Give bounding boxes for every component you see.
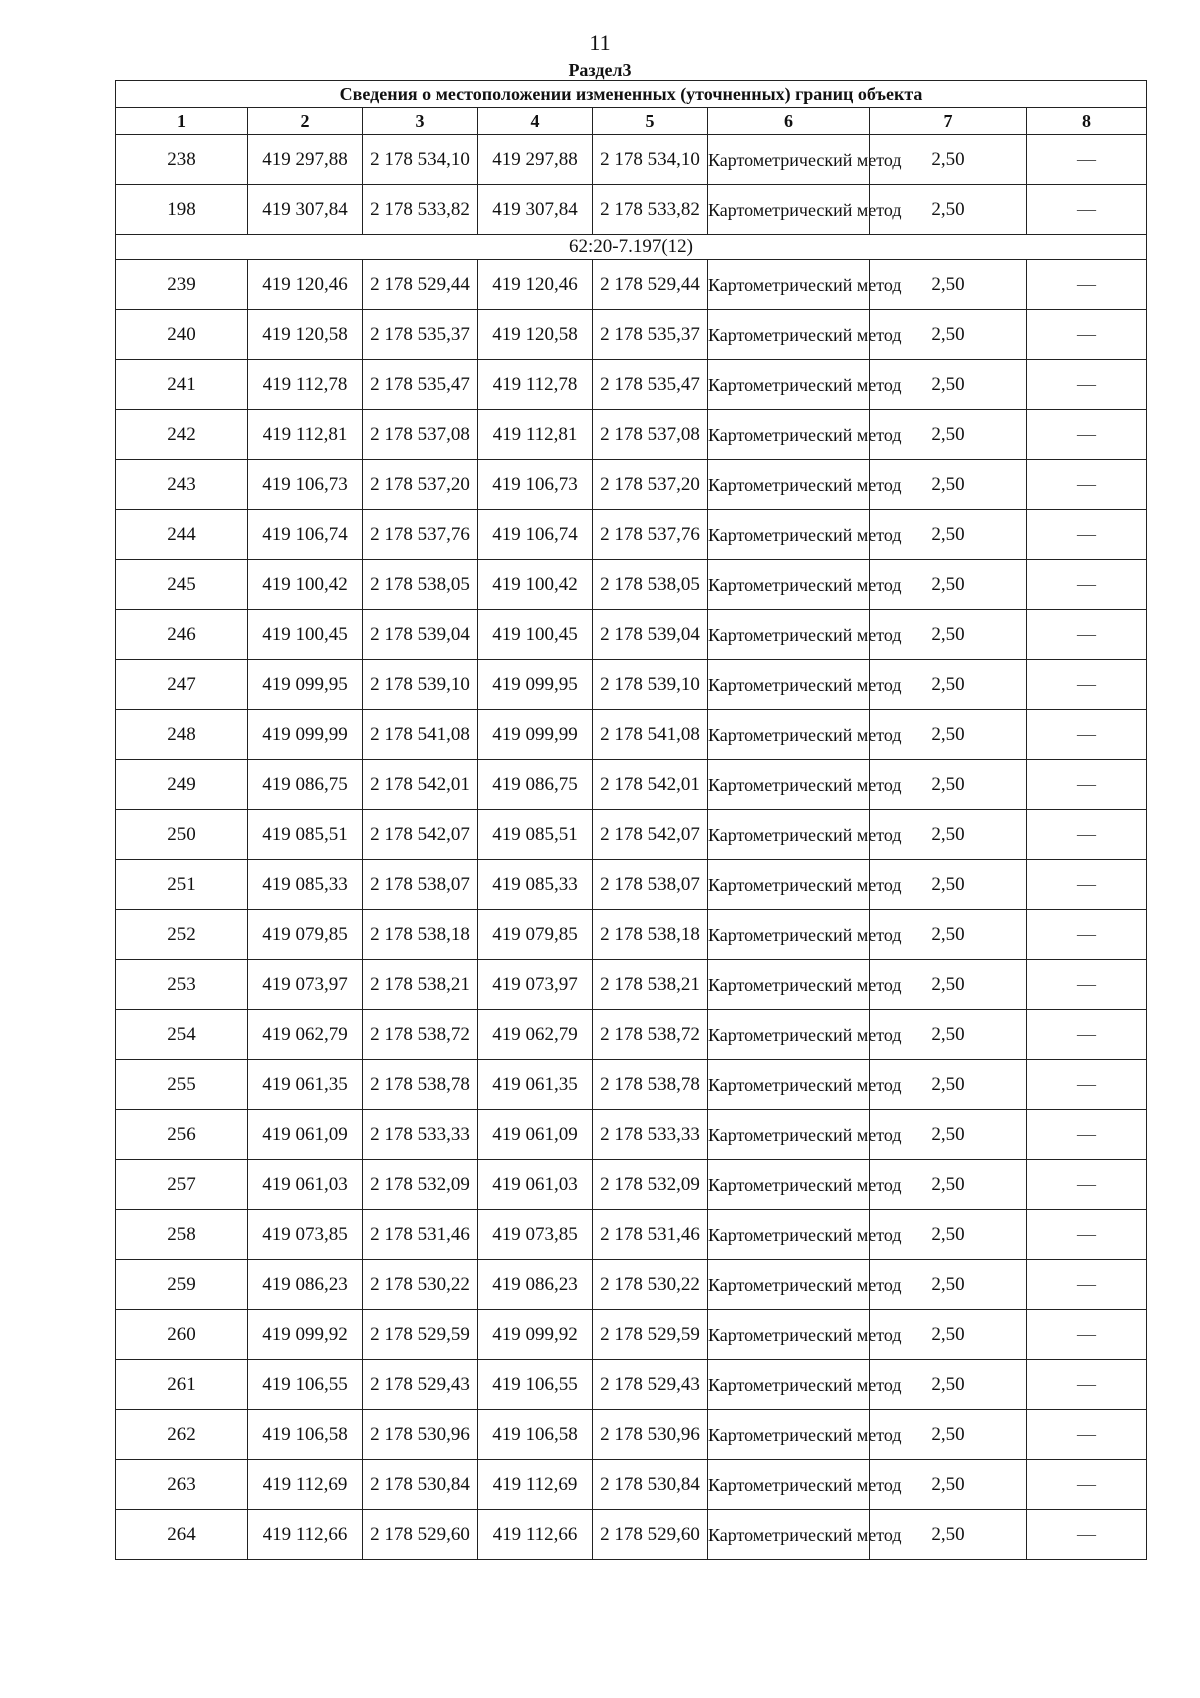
column-header-row — [116, 108, 1147, 135]
accuracy-cell: 2,50 — [870, 1310, 1027, 1360]
x-new-cell: 419 099,99 — [478, 710, 593, 760]
table-row — [116, 185, 1147, 235]
x-old-cell: 419 112,81 — [248, 410, 363, 460]
y-new-cell: 2 178 542,01 — [593, 760, 708, 810]
y-old-cell: 2 178 538,21 — [363, 960, 478, 1010]
y-new-cell: 2 178 537,08 — [593, 410, 708, 460]
note-cell: — — [1027, 1010, 1147, 1060]
accuracy-cell: 2,50 — [870, 560, 1027, 610]
note-cell: — — [1027, 1360, 1147, 1410]
table-row — [116, 1460, 1147, 1510]
accuracy-cell: 2,50 — [870, 1110, 1027, 1160]
x-old-cell: 419 112,78 — [248, 360, 363, 410]
x-old-cell: 419 085,51 — [248, 810, 363, 860]
accuracy-cell: 2,50 — [870, 310, 1027, 360]
x-old-cell: 419 120,46 — [248, 260, 363, 310]
section-label: Раздел3 — [568, 60, 632, 80]
y-old-cell: 2 178 537,08 — [363, 410, 478, 460]
method-cell: Картометрический метод — [708, 310, 870, 360]
column-header: 5 — [593, 108, 708, 135]
accuracy-cell: 2,50 — [870, 410, 1027, 460]
method-cell: Картометрический метод — [708, 1160, 870, 1210]
table-row — [116, 610, 1147, 660]
x-new-cell: 419 112,66 — [478, 1510, 593, 1560]
method-cell: Картометрический метод — [708, 460, 870, 510]
y-new-cell: 2 178 529,44 — [593, 260, 708, 310]
point-number-cell: 261 — [116, 1360, 248, 1410]
y-old-cell: 2 178 532,09 — [363, 1160, 478, 1210]
point-number-cell: 239 — [116, 260, 248, 310]
y-old-cell: 2 178 539,10 — [363, 660, 478, 710]
note-cell: — — [1027, 510, 1147, 560]
accuracy-cell: 2,50 — [870, 1360, 1027, 1410]
method-cell: Картометрический метод — [708, 610, 870, 660]
method-cell: Картометрический метод — [708, 760, 870, 810]
y-old-cell: 2 178 530,96 — [363, 1410, 478, 1460]
point-number-cell: 243 — [116, 460, 248, 510]
note-cell: — — [1027, 1160, 1147, 1210]
table-row — [116, 1510, 1147, 1560]
method-cell: Картометрический метод — [708, 560, 870, 610]
point-number-cell: 248 — [116, 710, 248, 760]
x-new-cell: 419 061,03 — [478, 1160, 593, 1210]
method-cell: Картометрический метод — [708, 910, 870, 960]
x-old-cell: 419 061,03 — [248, 1160, 363, 1210]
table-row — [116, 460, 1147, 510]
y-old-cell: 2 178 537,76 — [363, 510, 478, 560]
y-new-cell: 2 178 539,04 — [593, 610, 708, 660]
method-cell: Картометрический метод — [708, 660, 870, 710]
note-cell: — — [1027, 710, 1147, 760]
accuracy-cell: 2,50 — [870, 1060, 1027, 1110]
method-cell: Картометрический метод — [708, 960, 870, 1010]
y-new-cell: 2 178 529,59 — [593, 1310, 708, 1360]
method-cell: Картометрический метод — [708, 1310, 870, 1360]
x-new-cell: 419 120,46 — [478, 260, 593, 310]
x-old-cell: 419 099,99 — [248, 710, 363, 760]
method-cell: Картометрический метод — [708, 1060, 870, 1110]
y-old-cell: 2 178 529,59 — [363, 1310, 478, 1360]
y-new-cell: 2 178 539,10 — [593, 660, 708, 710]
accuracy-cell: 2,50 — [870, 610, 1027, 660]
column-header: 1 — [116, 108, 248, 135]
note-cell: — — [1027, 910, 1147, 960]
y-new-cell: 2 178 530,96 — [593, 1410, 708, 1460]
y-old-cell: 2 178 538,05 — [363, 560, 478, 610]
y-new-cell: 2 178 529,43 — [593, 1360, 708, 1410]
y-old-cell: 2 178 534,10 — [363, 135, 478, 185]
x-old-cell: 419 061,35 — [248, 1060, 363, 1110]
table-row — [116, 910, 1147, 960]
note-cell: — — [1027, 1310, 1147, 1360]
x-old-cell: 419 112,66 — [248, 1510, 363, 1560]
point-number-cell: 262 — [116, 1410, 248, 1460]
column-header: 8 — [1027, 108, 1147, 135]
accuracy-cell: 2,50 — [870, 1260, 1027, 1310]
accuracy-cell: 2,50 — [870, 910, 1027, 960]
table-row — [116, 410, 1147, 460]
column-header: 3 — [363, 108, 478, 135]
y-new-cell: 2 178 533,33 — [593, 1110, 708, 1160]
x-new-cell: 419 106,58 — [478, 1410, 593, 1460]
accuracy-cell: 2,50 — [870, 810, 1027, 860]
point-number-cell: 259 — [116, 1260, 248, 1310]
y-old-cell: 2 178 538,78 — [363, 1060, 478, 1110]
point-number-cell: 255 — [116, 1060, 248, 1110]
y-new-cell: 2 178 542,07 — [593, 810, 708, 860]
accuracy-cell: 2,50 — [870, 510, 1027, 560]
point-number-cell: 253 — [116, 960, 248, 1010]
group-row — [116, 235, 1147, 260]
x-new-cell: 419 106,74 — [478, 510, 593, 560]
accuracy-cell: 2,50 — [870, 360, 1027, 410]
x-old-cell: 419 120,58 — [248, 310, 363, 360]
point-number-cell: 247 — [116, 660, 248, 710]
method-cell: Картометрический метод — [708, 1360, 870, 1410]
table-row — [116, 1360, 1147, 1410]
note-cell: — — [1027, 1060, 1147, 1110]
y-new-cell: 2 178 530,22 — [593, 1260, 708, 1310]
accuracy-cell: 2,50 — [870, 460, 1027, 510]
table-row — [116, 1010, 1147, 1060]
point-number-cell: 246 — [116, 610, 248, 660]
y-new-cell: 2 178 535,37 — [593, 310, 708, 360]
y-new-cell: 2 178 535,47 — [593, 360, 708, 410]
table-row — [116, 1310, 1147, 1360]
y-old-cell: 2 178 537,20 — [363, 460, 478, 510]
x-new-cell: 419 297,88 — [478, 135, 593, 185]
y-old-cell: 2 178 529,43 — [363, 1360, 478, 1410]
column-header: 4 — [478, 108, 593, 135]
accuracy-cell: 2,50 — [870, 660, 1027, 710]
y-new-cell: 2 178 541,08 — [593, 710, 708, 760]
point-number-cell: 257 — [116, 1160, 248, 1210]
boundary-coordinates-table — [115, 80, 1147, 1560]
accuracy-cell: 2,50 — [870, 1460, 1027, 1510]
x-new-cell: 419 112,78 — [478, 360, 593, 410]
x-new-cell: 419 073,85 — [478, 1210, 593, 1260]
point-number-cell: 249 — [116, 760, 248, 810]
x-old-cell: 419 062,79 — [248, 1010, 363, 1060]
y-old-cell: 2 178 530,84 — [363, 1460, 478, 1510]
x-old-cell: 419 100,45 — [248, 610, 363, 660]
note-cell: — — [1027, 360, 1147, 410]
method-cell: Картометрический метод — [708, 810, 870, 860]
y-new-cell: 2 178 537,76 — [593, 510, 708, 560]
y-old-cell: 2 178 538,07 — [363, 860, 478, 910]
table-row — [116, 1110, 1147, 1160]
x-old-cell: 419 079,85 — [248, 910, 363, 960]
note-cell: — — [1027, 610, 1147, 660]
x-old-cell: 419 106,58 — [248, 1410, 363, 1460]
x-new-cell: 419 085,33 — [478, 860, 593, 910]
x-old-cell: 419 073,85 — [248, 1210, 363, 1260]
table-row — [116, 810, 1147, 860]
table-row — [116, 560, 1147, 610]
x-new-cell: 419 086,23 — [478, 1260, 593, 1310]
accuracy-cell: 2,50 — [870, 1010, 1027, 1060]
table-row — [116, 1060, 1147, 1110]
y-old-cell: 2 178 533,33 — [363, 1110, 478, 1160]
point-number-cell: 242 — [116, 410, 248, 460]
note-cell: — — [1027, 560, 1147, 610]
x-old-cell: 419 073,97 — [248, 960, 363, 1010]
note-cell: — — [1027, 310, 1147, 360]
point-number-cell: 254 — [116, 1010, 248, 1060]
y-old-cell: 2 178 533,82 — [363, 185, 478, 235]
y-old-cell: 2 178 529,60 — [363, 1510, 478, 1560]
page-number: 11 — [589, 30, 611, 55]
point-number-cell: 240 — [116, 310, 248, 360]
x-old-cell: 419 106,73 — [248, 460, 363, 510]
y-old-cell: 2 178 535,37 — [363, 310, 478, 360]
point-number-cell: 260 — [116, 1310, 248, 1360]
y-new-cell: 2 178 531,46 — [593, 1210, 708, 1260]
table-row — [116, 1160, 1147, 1210]
accuracy-cell: 2,50 — [870, 710, 1027, 760]
point-number-cell: 252 — [116, 910, 248, 960]
method-cell: Картометрический метод — [708, 510, 870, 560]
y-new-cell: 2 178 530,84 — [593, 1460, 708, 1510]
method-cell: Картометрический метод — [708, 260, 870, 310]
x-old-cell: 419 085,33 — [248, 860, 363, 910]
note-cell: — — [1027, 660, 1147, 710]
y-new-cell: 2 178 537,20 — [593, 460, 708, 510]
method-cell: Картометрический метод — [708, 185, 870, 235]
point-number-cell: 263 — [116, 1460, 248, 1510]
x-new-cell: 419 061,35 — [478, 1060, 593, 1110]
column-header: 6 — [708, 108, 870, 135]
column-header: 2 — [248, 108, 363, 135]
point-number-cell: 258 — [116, 1210, 248, 1260]
note-cell: — — [1027, 860, 1147, 910]
accuracy-cell: 2,50 — [870, 760, 1027, 810]
table-row — [116, 260, 1147, 310]
note-cell: — — [1027, 1410, 1147, 1460]
table-row — [116, 1260, 1147, 1310]
x-old-cell: 419 297,88 — [248, 135, 363, 185]
point-number-cell: 238 — [116, 135, 248, 185]
note-cell: — — [1027, 410, 1147, 460]
method-cell: Картометрический метод — [708, 410, 870, 460]
x-old-cell: 419 100,42 — [248, 560, 363, 610]
y-old-cell: 2 178 535,47 — [363, 360, 478, 410]
note-cell: — — [1027, 1110, 1147, 1160]
note-cell: — — [1027, 760, 1147, 810]
x-new-cell: 419 073,97 — [478, 960, 593, 1010]
y-old-cell: 2 178 538,18 — [363, 910, 478, 960]
x-old-cell: 419 099,95 — [248, 660, 363, 710]
point-number-cell: 198 — [116, 185, 248, 235]
note-cell: — — [1027, 135, 1147, 185]
y-new-cell: 2 178 538,07 — [593, 860, 708, 910]
x-old-cell: 419 099,92 — [248, 1310, 363, 1360]
x-new-cell: 419 307,84 — [478, 185, 593, 235]
x-old-cell: 419 086,23 — [248, 1260, 363, 1310]
table-row — [116, 710, 1147, 760]
accuracy-cell: 2,50 — [870, 960, 1027, 1010]
point-number-cell: 241 — [116, 360, 248, 410]
note-cell: — — [1027, 1260, 1147, 1310]
point-number-cell: 256 — [116, 1110, 248, 1160]
x-new-cell: 419 079,85 — [478, 910, 593, 960]
note-cell: — — [1027, 460, 1147, 510]
y-old-cell: 2 178 529,44 — [363, 260, 478, 310]
y-new-cell: 2 178 533,82 — [593, 185, 708, 235]
y-new-cell: 2 178 538,21 — [593, 960, 708, 1010]
accuracy-cell: 2,50 — [870, 135, 1027, 185]
table-row — [116, 1210, 1147, 1260]
method-cell: Картометрический метод — [708, 860, 870, 910]
x-new-cell: 419 086,75 — [478, 760, 593, 810]
method-cell: Картометрический метод — [708, 1210, 870, 1260]
y-old-cell: 2 178 531,46 — [363, 1210, 478, 1260]
table-row — [116, 360, 1147, 410]
accuracy-cell: 2,50 — [870, 860, 1027, 910]
point-number-cell: 251 — [116, 860, 248, 910]
x-new-cell: 419 085,51 — [478, 810, 593, 860]
x-old-cell: 419 086,75 — [248, 760, 363, 810]
accuracy-cell: 2,50 — [870, 1160, 1027, 1210]
note-cell: — — [1027, 1460, 1147, 1510]
note-cell: — — [1027, 1210, 1147, 1260]
table-row — [116, 660, 1147, 710]
group-label: 62:20-7.197(12) — [116, 235, 1147, 260]
accuracy-cell: 2,50 — [870, 1510, 1027, 1560]
point-number-cell: 250 — [116, 810, 248, 860]
x-new-cell: 419 099,92 — [478, 1310, 593, 1360]
x-new-cell: 419 106,55 — [478, 1360, 593, 1410]
x-old-cell: 419 112,69 — [248, 1460, 363, 1510]
method-cell: Картометрический метод — [708, 135, 870, 185]
table-row — [116, 510, 1147, 560]
method-cell: Картометрический метод — [708, 1110, 870, 1160]
y-new-cell: 2 178 538,78 — [593, 1060, 708, 1110]
y-old-cell: 2 178 539,04 — [363, 610, 478, 660]
accuracy-cell: 2,50 — [870, 1410, 1027, 1460]
table-row — [116, 860, 1147, 910]
x-old-cell: 419 061,09 — [248, 1110, 363, 1160]
x-new-cell: 419 112,81 — [478, 410, 593, 460]
x-old-cell: 419 307,84 — [248, 185, 363, 235]
table-row — [116, 760, 1147, 810]
y-new-cell: 2 178 538,18 — [593, 910, 708, 960]
y-old-cell: 2 178 542,01 — [363, 760, 478, 810]
method-cell: Картометрический метод — [708, 710, 870, 760]
x-new-cell: 419 112,69 — [478, 1460, 593, 1510]
y-old-cell: 2 178 542,07 — [363, 810, 478, 860]
table-title: Сведения о местоположении измененных (уточненных) границ объекта — [116, 81, 1147, 108]
y-new-cell: 2 178 534,10 — [593, 135, 708, 185]
method-cell: Картометрический метод — [708, 1260, 870, 1310]
point-number-cell: 264 — [116, 1510, 248, 1560]
table-row — [116, 1410, 1147, 1460]
accuracy-cell: 2,50 — [870, 1210, 1027, 1260]
y-new-cell: 2 178 532,09 — [593, 1160, 708, 1210]
point-number-cell: 245 — [116, 560, 248, 610]
table-row — [116, 135, 1147, 185]
note-cell: — — [1027, 960, 1147, 1010]
x-new-cell: 419 106,73 — [478, 460, 593, 510]
x-new-cell: 419 100,42 — [478, 560, 593, 610]
method-cell: Картометрический метод — [708, 1010, 870, 1060]
table-row — [116, 960, 1147, 1010]
accuracy-cell: 2,50 — [870, 185, 1027, 235]
x-new-cell: 419 062,79 — [478, 1010, 593, 1060]
method-cell: Картометрический метод — [708, 1460, 870, 1510]
note-cell: — — [1027, 810, 1147, 860]
x-new-cell: 419 120,58 — [478, 310, 593, 360]
x-new-cell: 419 099,95 — [478, 660, 593, 710]
table-row — [116, 310, 1147, 360]
column-header: 7 — [870, 108, 1027, 135]
y-new-cell: 2 178 538,72 — [593, 1010, 708, 1060]
y-new-cell: 2 178 538,05 — [593, 560, 708, 610]
y-new-cell: 2 178 529,60 — [593, 1510, 708, 1560]
method-cell: Картометрический метод — [708, 1510, 870, 1560]
y-old-cell: 2 178 530,22 — [363, 1260, 478, 1310]
x-old-cell: 419 106,55 — [248, 1360, 363, 1410]
method-cell: Картометрический метод — [708, 1410, 870, 1460]
method-cell: Картометрический метод — [708, 360, 870, 410]
note-cell: — — [1027, 185, 1147, 235]
x-old-cell: 419 106,74 — [248, 510, 363, 560]
accuracy-cell: 2,50 — [870, 260, 1027, 310]
x-new-cell: 419 061,09 — [478, 1110, 593, 1160]
y-old-cell: 2 178 541,08 — [363, 710, 478, 760]
point-number-cell: 244 — [116, 510, 248, 560]
x-new-cell: 419 100,45 — [478, 610, 593, 660]
note-cell: — — [1027, 260, 1147, 310]
note-cell: — — [1027, 1510, 1147, 1560]
y-old-cell: 2 178 538,72 — [363, 1010, 478, 1060]
